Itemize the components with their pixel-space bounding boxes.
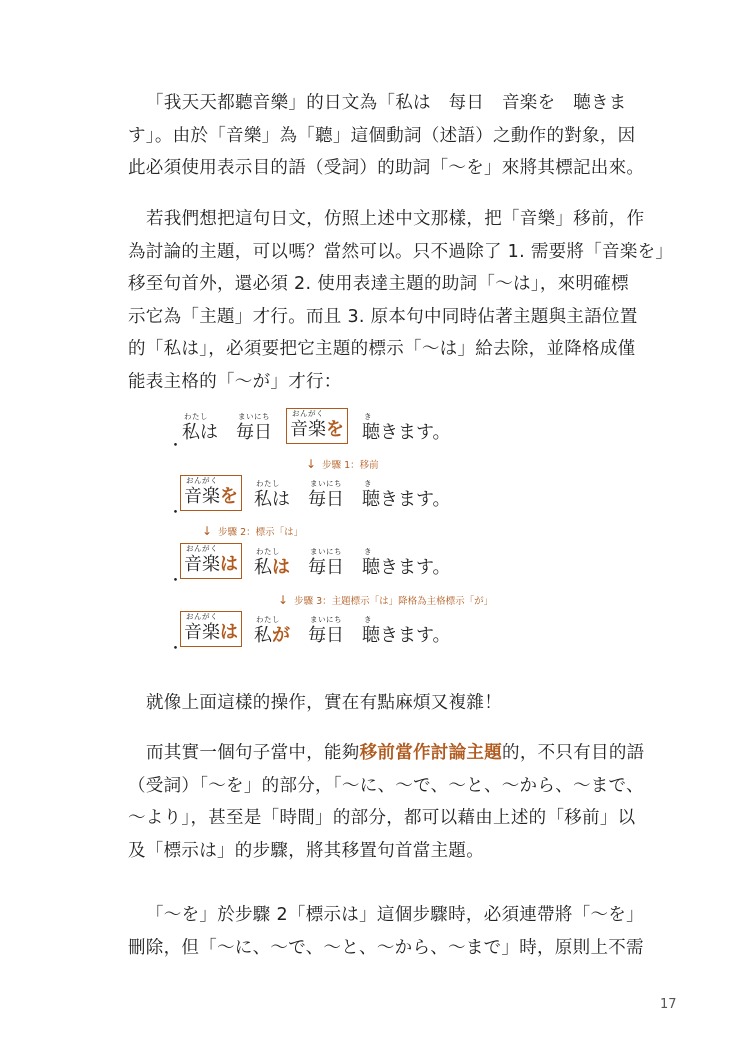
paragraph-4-line-4: 及「標示は」的步驟，將其移置句首當主題。 <box>128 840 484 861</box>
bullet: ・ <box>168 436 184 454</box>
step-text: 步驟 2：標示「は」 <box>218 527 304 538</box>
noun: 音楽 <box>184 554 220 575</box>
word-base <box>184 622 238 644</box>
word-ongaku-boxed <box>286 408 348 444</box>
step-text: 步驟 1：移前 <box>322 460 379 471</box>
paragraph-2-line-1: 若我們想把這句日文，仿照上述中文那樣，把「音樂」移前，作 <box>146 209 645 229</box>
word-base: 毎日 <box>308 489 344 510</box>
word-ongaku-boxed <box>180 543 242 579</box>
word-watashi <box>254 615 290 647</box>
step-3-label <box>278 593 493 607</box>
word-kiku <box>362 412 451 444</box>
ruby: まいにち <box>310 547 342 556</box>
paragraph-2-line-2: 為討論的主題，可以嗎？當然可以。只不過除了 1. 需要將「音楽を」 <box>128 241 674 262</box>
word-ongaku-boxed <box>180 475 242 511</box>
word-watashi <box>254 547 290 579</box>
word-watashi <box>182 412 218 444</box>
ruby: き <box>364 615 372 624</box>
word-mainichi <box>308 547 344 579</box>
word-base: 聴きます。 <box>362 422 451 443</box>
paragraph-1-line-2: す」。由於「音樂」為「聽」這個動詞（述語）之動作的對象，因 <box>128 125 636 146</box>
ruby: き <box>364 412 372 421</box>
word-mainichi <box>308 479 344 511</box>
ruby: わたし <box>256 479 280 488</box>
paragraph-3-line-1: 就像上面這樣的操作，實在有點麻煩又複雜！ <box>146 693 502 713</box>
noun: 音楽 <box>184 622 220 643</box>
paragraph-3 <box>128 687 628 720</box>
particle: は <box>272 557 290 578</box>
bullet: ・ <box>168 571 184 589</box>
paragraph-2 <box>128 203 674 398</box>
paragraph-4 <box>128 737 645 867</box>
word-ongaku-boxed <box>180 611 242 647</box>
ruby: おんがく <box>186 612 218 621</box>
ruby: き <box>364 479 372 488</box>
paragraph-1-line-3: 此必須使用表示目的語（受詞）的助詞「～を」來將其標記出來。 <box>128 158 645 178</box>
word-base: 毎日 <box>308 625 344 646</box>
paragraph-2-line-4: 示它為「主題」才行。而且 3. 原本句中同時佔著主題與主語位置 <box>128 306 638 327</box>
word-base: 聴きます。 <box>362 557 451 578</box>
paragraph-4-line-1 <box>128 737 645 770</box>
word-kiku <box>362 547 451 579</box>
step-text: 步驟 3：主題標示「は」降格為主格標示「が」 <box>294 596 494 607</box>
noun: 私 <box>254 625 272 646</box>
noun: 音楽 <box>184 486 220 507</box>
paragraph-4-line-2: （受詞）「～を」的部分，「～に、～で、～と、～から、～まで、 <box>128 775 644 796</box>
word-mainichi <box>236 412 272 444</box>
ruby: わたし <box>256 615 280 624</box>
step-1-label <box>306 457 379 471</box>
paragraph-4-line-3: ～より」，甚至是「時間」的部分，都可以藉由上述的「移前」以 <box>128 808 636 828</box>
ruby: まいにち <box>238 412 270 421</box>
ruby: き <box>364 547 372 556</box>
word-base <box>254 625 290 647</box>
page-number: 17 <box>660 997 677 1012</box>
ruby: まいにち <box>310 479 342 488</box>
down-arrow-icon: ↓ <box>202 524 213 538</box>
word-base <box>254 557 290 579</box>
noun: 音楽 <box>290 419 326 440</box>
word-base: 聴きます。 <box>362 625 451 646</box>
ruby: まいにち <box>310 615 342 624</box>
paragraph-1 <box>128 87 645 185</box>
ruby: わたし <box>256 547 280 556</box>
particle: を <box>220 486 238 507</box>
paragraph-2-line-6: 能表主格的「～が」才行： <box>128 371 342 392</box>
paragraph-2-line-3: 移至句首外，還必須 2. 使用表達主題的助詞「～は」，來明確標 <box>128 274 629 294</box>
word-base <box>184 486 238 508</box>
paragraph-2-line-5: 的「私は」，必須要把它主題的標示「～は」給去除，並降格成僅 <box>128 339 636 359</box>
word-base: 私は <box>182 422 218 443</box>
word-base: 私は <box>254 489 290 510</box>
paragraph-5-line-1: 「～を」於步驟 2「標示は」這個步驟時，必須連帶將「～を」 <box>146 905 644 925</box>
word-base: 毎日 <box>308 557 344 578</box>
word-base <box>290 419 344 441</box>
paragraph-1-line-1: 「我天天都聽音樂」的日文為「私は 每日 音楽を 聴きま <box>146 93 627 113</box>
particle: を <box>326 419 344 440</box>
paragraph-5-line-2: 刪除，但「～に、～で、～と、～から、～まで」時，原則上不需 <box>128 937 644 958</box>
noun: 私 <box>254 557 272 578</box>
down-arrow-icon: ↓ <box>278 593 289 607</box>
bullet: ・ <box>168 503 184 521</box>
text: 而其實一個句子當中，能夠 <box>146 743 360 763</box>
word-base <box>184 554 238 576</box>
word-kiku <box>362 479 451 511</box>
text: 的，不只有目的語 <box>502 743 645 763</box>
word-mainichi <box>308 615 344 647</box>
ruby: おんがく <box>186 544 218 553</box>
particle: が <box>272 625 290 646</box>
bullet: ・ <box>168 639 184 657</box>
down-arrow-icon: ↓ <box>306 457 317 471</box>
word-watashi <box>254 479 290 511</box>
word-kiku <box>362 615 451 647</box>
particle: は <box>220 554 238 575</box>
ruby: わたし <box>184 412 208 421</box>
paragraph-5 <box>128 899 644 964</box>
highlight-text: 移前當作討論主題 <box>359 743 503 763</box>
word-base: 毎日 <box>236 422 272 443</box>
ruby: おんがく <box>186 476 218 485</box>
particle: は <box>220 622 238 643</box>
step-2-label <box>202 524 303 538</box>
word-base: 聴きます。 <box>362 489 451 510</box>
ruby: おんがく <box>292 409 324 418</box>
